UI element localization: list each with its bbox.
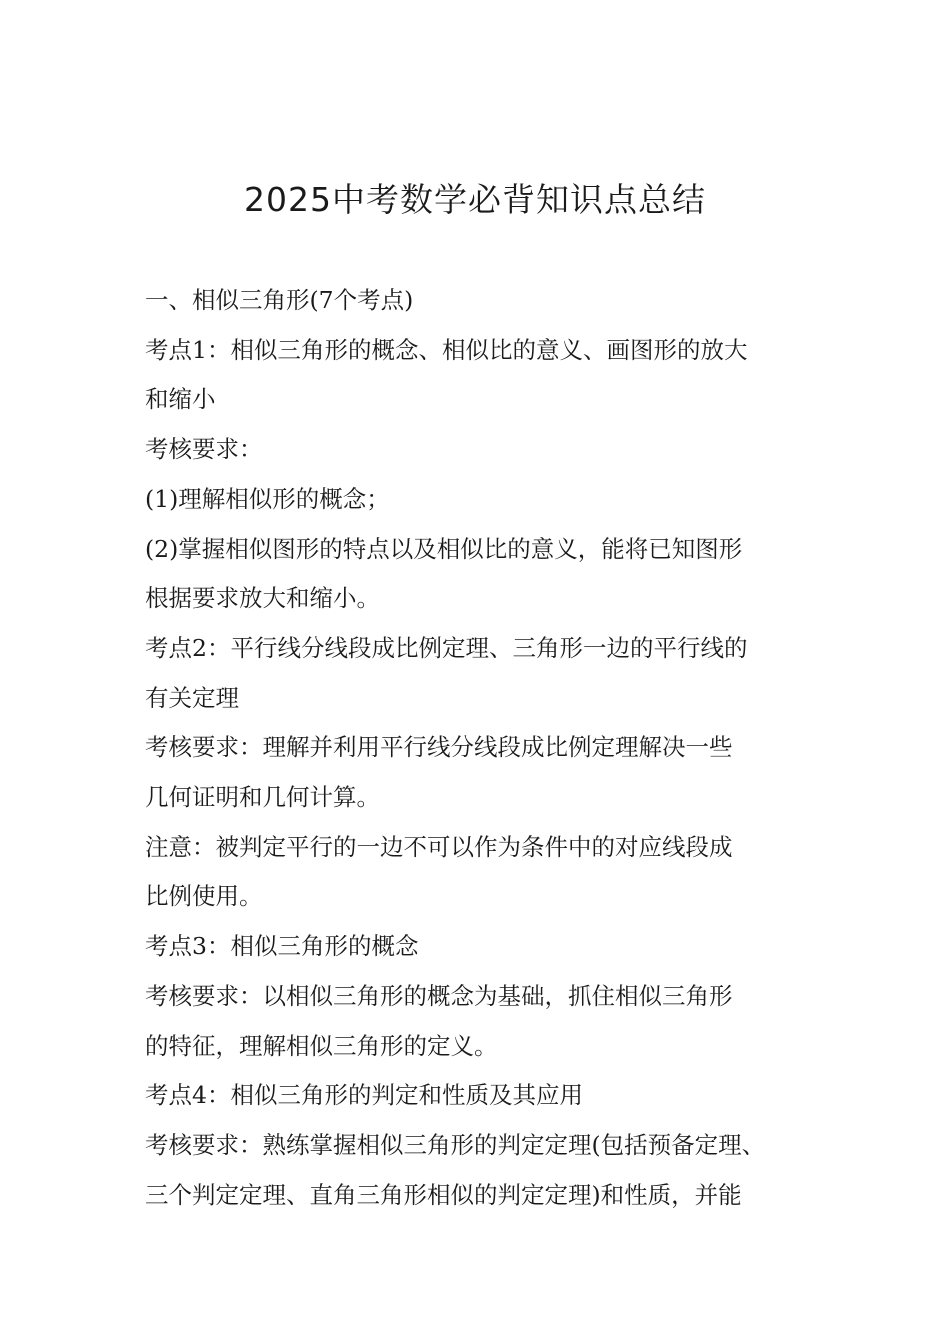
exam-point-4-requirement-cont: 三个判定定理、直角三角形相似的判定定理)和性质，并能	[145, 1180, 742, 1209]
exam-point-2-requirement-cont: 几何证明和几何计算。	[145, 783, 380, 812]
exam-point-1-title-cont: 和缩小	[145, 385, 216, 414]
exam-point-4-title: 考点4：相似三角形的判定和性质及其应用	[145, 1081, 583, 1110]
exam-point-2-note: 注意：被判定平行的一边不可以作为条件中的对应线段成	[145, 832, 733, 861]
exam-point-3-requirement-cont: 的特征，理解相似三角形的定义。	[145, 1031, 498, 1060]
section-heading-similar-triangles: 一、相似三角形(7个考点)	[145, 286, 414, 314]
requirement-label: 考核要求：	[145, 435, 263, 464]
requirement-item-2: (2)掌握相似图形的特点以及相似比的意义，能将已知图形	[145, 534, 743, 563]
document-title: 2025中考数学必背知识点总结	[244, 180, 706, 219]
exam-point-2-requirement: 考核要求：理解并利用平行线分线段成比例定理解决一些	[145, 733, 733, 762]
exam-point-4-requirement: 考核要求：熟练掌握相似三角形的判定定理(包括预备定理、	[145, 1130, 766, 1159]
requirement-item-1: (1)理解相似形的概念；	[145, 484, 390, 513]
exam-point-2-note-cont: 比例使用。	[145, 882, 263, 911]
exam-point-2-title: 考点2：平行线分线段成比例定理、三角形一边的平行线的	[145, 633, 748, 662]
requirement-item-2-cont: 根据要求放大和缩小。	[145, 584, 380, 613]
exam-point-3-title: 考点3：相似三角形的概念	[145, 932, 419, 961]
exam-point-3-requirement: 考核要求：以相似三角形的概念为基础，抓住相似三角形	[145, 981, 733, 1010]
exam-point-1-title: 考点1：相似三角形的概念、相似比的意义、画图形的放大	[145, 335, 748, 364]
exam-point-2-title-cont: 有关定理	[145, 683, 239, 712]
document-body	[145, 276, 835, 1220]
